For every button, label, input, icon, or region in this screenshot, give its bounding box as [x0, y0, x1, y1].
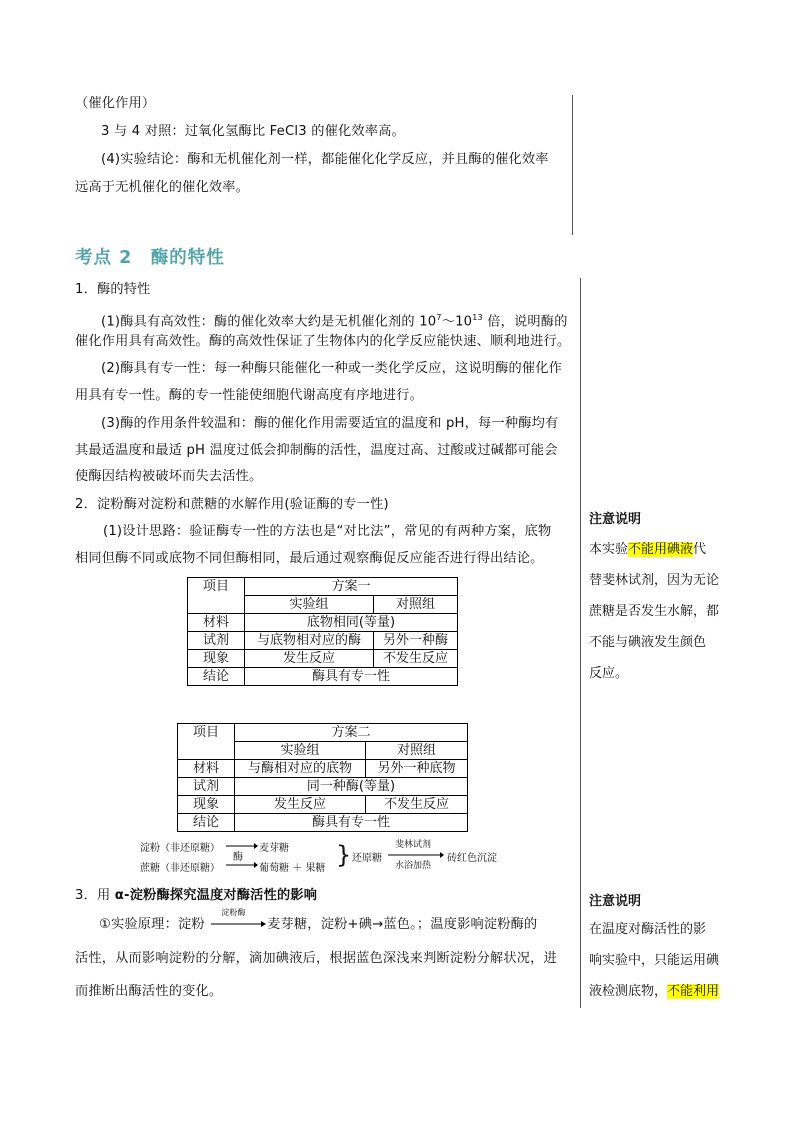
sec3-arrow-label: 淀粉酶	[221, 908, 246, 917]
sec2-p1-line1: (1)设计思路：验证酶专一性的方法也是“对比法”，常见的有两种方案，底物	[103, 524, 552, 539]
side-note-1-line1	[589, 534, 739, 565]
t2-r3-label: 现象	[178, 796, 235, 814]
sec3-p1-line1	[99, 908, 599, 938]
diagram-starch: 淀粉（非还原糖）	[140, 843, 220, 854]
side-note-1-line5: 反应。	[589, 666, 629, 681]
top-line-3: (4)实验结论：酶和无机催化剂一样，都能催化化学反应，并且酶的催化效率	[101, 152, 549, 167]
sec3-arrow-icon	[209, 917, 267, 931]
table-row	[188, 650, 458, 668]
sec1-p3-line2: 其最适温度和最适 pH 温度过低会抑制酶的活性，温度过高、过酸或过碱都可能会	[75, 443, 558, 458]
sec3-title-prefix: 3．用	[75, 888, 115, 903]
t2-r1-label: 材料	[178, 760, 235, 778]
sec1-p1-part-b: ～10	[441, 314, 473, 330]
diagram-result: 砖红色沉淀	[447, 853, 497, 864]
t1-r3-ctrl: 不发生反应	[374, 650, 458, 668]
t1-r3-exp: 发生反应	[245, 650, 374, 668]
reaction-diagram	[140, 837, 520, 877]
sec2-title: 2．淀粉酶对淀粉和蔗糖的水解作用(验证酶的专一性)	[75, 497, 389, 512]
side-note-1	[589, 534, 739, 689]
t2-r3-ctrl: 不发生反应	[366, 796, 468, 814]
sec2-p1-line2: 相同但酶不同或底物不同但酶相同，最后通过观察酶促反应能否进行得出结论。	[75, 551, 544, 566]
t1-header-ctrl: 对照组	[374, 596, 458, 614]
table-row	[178, 778, 468, 796]
side-note-1-l1b: 代	[693, 542, 707, 557]
side-note-1-title: 注意说明	[589, 512, 642, 527]
t1-r3-label: 现象	[188, 650, 245, 668]
plan-one-table	[187, 577, 458, 686]
side-note-1-highlight: 不能用碘液	[628, 542, 694, 557]
table-row	[188, 578, 458, 596]
diagram-maltose: 麦芽糖	[259, 843, 289, 854]
margin-rule-main	[580, 278, 581, 1008]
t1-r2-exp: 与底物相对应的酶	[245, 632, 374, 650]
sec3-p1-line3: 而推断出酶活性的变化。	[75, 984, 223, 999]
t2-header-exp: 实验组	[235, 742, 366, 760]
t1-header-plan: 方案一	[245, 578, 458, 596]
sec1-p2-line2: 用具有专一性。酶的专一性能使细胞代谢高度有序地进行。	[75, 388, 424, 403]
table-row	[178, 760, 468, 778]
side-note-2-line1: 在温度对酶活性的影	[589, 922, 707, 937]
top-line-4: 远高于无机催化的催化效率。	[75, 180, 250, 195]
diagram-brace-icon: }	[336, 841, 352, 869]
diagram-reagent-top: 斐林试剂	[395, 840, 432, 850]
sec1-title: 1．酶的特性	[75, 282, 151, 297]
side-note-1-line2: 替斐林试剂，因为无论	[589, 573, 720, 588]
side-note-2	[589, 914, 739, 1007]
diagram-reagent-bottom: 水浴加热	[395, 861, 432, 871]
sec1-p1-part-a: (1)酶具有高效性：酶的催化效率大约是无机催化剂的 10	[101, 314, 437, 330]
section-heading: 考点 2 酶的特性	[75, 248, 225, 268]
t2-r2-label: 试剂	[178, 778, 235, 796]
sec1-p3-line3: 使酶因结构被破坏而失去活性。	[75, 469, 263, 484]
sec3-title-text: α-淀粉酶探究温度对酶活性的影响	[114, 888, 318, 903]
table-row	[178, 796, 468, 814]
side-note-2-highlight: 不能利用	[667, 984, 720, 999]
diagram-reducing: 还原糖	[352, 853, 382, 864]
table-row	[188, 632, 458, 650]
diagram-enzyme: 酶	[233, 852, 243, 863]
t2-header-plan: 方案二	[235, 724, 468, 742]
t2-header-item: 项目	[178, 724, 235, 760]
table-row	[188, 668, 458, 686]
t2-header-ctrl: 对照组	[366, 742, 468, 760]
t2-r1-ctrl: 另外一种底物	[366, 760, 468, 778]
side-note-2-line2: 响实验中，只能运用碘	[589, 953, 720, 968]
side-note-1-line3: 蔗糖是否发生水解，都	[589, 604, 720, 619]
sec1-p1-sup2: 13	[472, 313, 483, 322]
sec3-p1-line2: 活性，从而影响淀粉的分解，滴加碘液后，根据蓝色深浅来判断淀粉分解状况，进	[75, 951, 557, 966]
t1-header-item: 项目	[188, 578, 245, 614]
top-line-1: （催化作用）	[75, 96, 156, 111]
t1-r1-val: 底物相同(等量)	[245, 614, 458, 632]
t1-r4-label: 结论	[188, 668, 245, 686]
t1-r1-label: 材料	[188, 614, 245, 632]
t1-r2-ctrl: 另外一种酶	[374, 632, 458, 650]
top-line-2: 3 与 4 对照：过氧化氢酶比 FeCl3 的催化效率高。	[101, 124, 405, 139]
sec1-p1-line2: 催化作用具有高效性。酶的高效性保证了生物体内的化学反应能快速、顺利地进行。	[75, 334, 571, 349]
diagram-glucose-fructose: 葡萄糖 ＋ 果糖	[259, 863, 326, 874]
table-row	[178, 814, 468, 832]
t1-r2-label: 试剂	[188, 632, 245, 650]
t2-r4-label: 结论	[178, 814, 235, 832]
t1-header-exp: 实验组	[245, 596, 374, 614]
sec3-p1-post: 麦芽糖，淀粉+碘→蓝色。；温度影响淀粉酶的	[267, 917, 538, 932]
side-note-1-line4: 不能与碘液发生颜色	[589, 635, 707, 650]
sec1-p1-part-c: 倍，说明酶的	[482, 314, 568, 330]
sec1-p1-sup1: 7	[436, 313, 442, 322]
sec3-p1-pre: ①实验原理：淀粉	[99, 917, 210, 932]
side-note-2-l3a: 液检测底物，	[589, 984, 668, 999]
sec3-arrow	[209, 908, 267, 931]
table-row	[188, 614, 458, 632]
t1-r4-val: 酶具有专一性	[245, 668, 458, 686]
t2-r4-val: 酶具有专一性	[235, 814, 468, 832]
t2-r1-exp: 与酶相对应的底物	[235, 760, 366, 778]
diagram-sucrose: 蔗糖（非还原糖）	[140, 863, 220, 874]
table-row	[178, 724, 468, 742]
side-note-2-title: 注意说明	[589, 894, 642, 909]
side-note-1-l1a: 本实验	[589, 542, 629, 557]
t2-r2-val: 同一种酶(等量)	[235, 778, 468, 796]
sec3-title	[75, 882, 575, 909]
sec1-p3-line1: (3)酶的作用条件较温和：酶的催化作用需要适宜的温度和 pH，每一种酶均有	[101, 416, 559, 431]
t2-r3-exp: 发生反应	[235, 796, 366, 814]
side-note-2-line3	[589, 976, 739, 1007]
sec1-p2-line1: (2)酶具有专一性：每一种酶只能催化一种或一类化学反应，这说明酶的催化作	[101, 361, 563, 376]
plan-two-table	[177, 723, 468, 832]
